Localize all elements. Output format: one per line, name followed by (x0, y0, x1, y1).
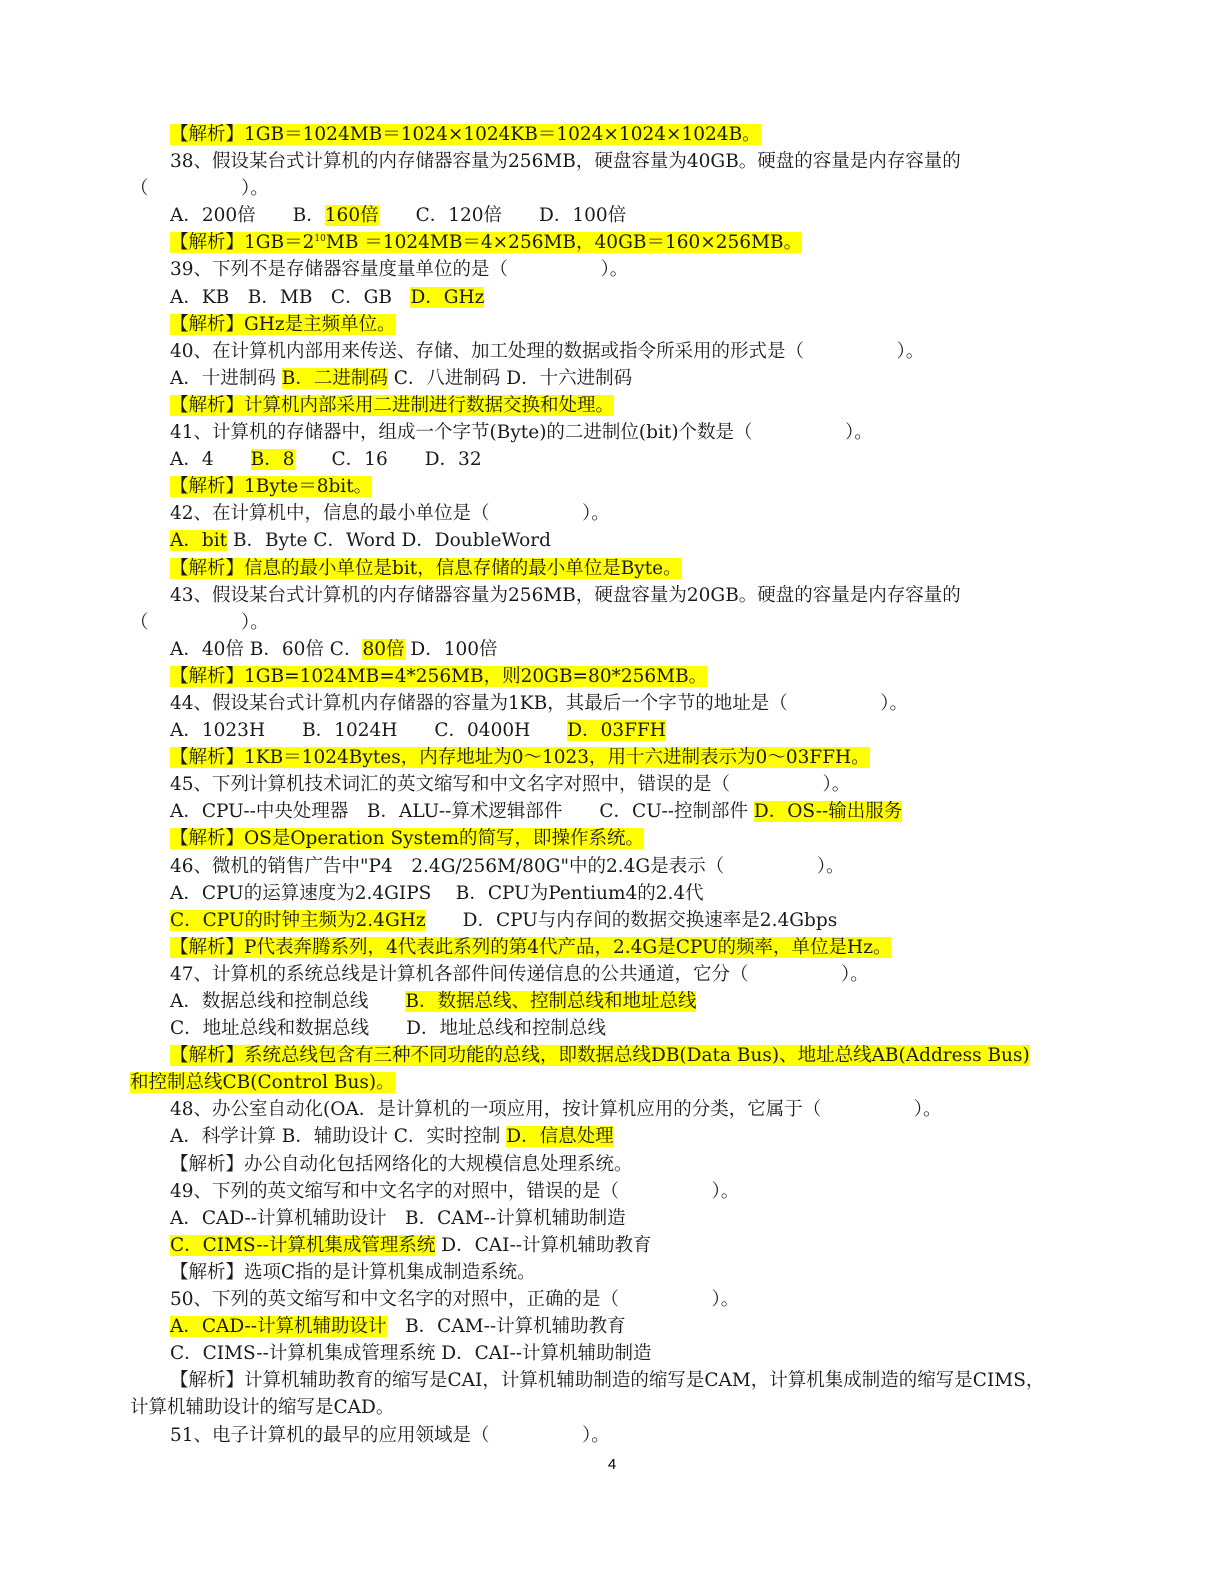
text-line (130, 148, 1090, 175)
highlighted-text: A．bit (170, 530, 228, 552)
text-line (130, 798, 1090, 825)
text-segment: 计算机辅助设计的缩写是CAD。 (130, 1397, 395, 1419)
text-line (130, 1232, 1090, 1259)
highlighted-text: D．03FFH (567, 720, 666, 742)
text-line (130, 663, 1090, 690)
highlighted-text: 【解析】GHz是主频单位。 (170, 313, 396, 335)
text-segment: A．4 (170, 449, 251, 471)
highlighted-text: D．GHz (410, 286, 485, 308)
text-segment: 46、微机的销售广告中"P4 2.4G/256M/80G"中的2.4G是表示（ ）。 (170, 855, 845, 877)
text-line (130, 961, 1090, 988)
text-segment: A．数据总线和控制总线 (170, 991, 406, 1012)
text-segment: A．KB B．MB C．GB (170, 286, 411, 308)
text-line (130, 121, 1090, 148)
highlighted-text: B．8 (250, 449, 295, 471)
text-line (130, 717, 1090, 744)
text-segment: 47、计算机的系统总线是计算机各部件间传递信息的公共通道，它分（ ）。 (170, 963, 869, 985)
text-line (130, 473, 1090, 500)
text-segment: B．Byte C．Word D．DoubleWord (227, 530, 551, 552)
text-segment: A．40倍 B．60倍 C． (170, 638, 363, 660)
text-segment: 49、下列的英文缩写和中文名字的对照中，错误的是（ ）。 (170, 1180, 740, 1202)
highlighted-text: MB ＝1024MB＝4×256MB，40GB＝160×256MB。 (325, 232, 803, 254)
text-segment: 41、计算机的存储器中，组成一个字节(Byte)的二进制位(bit)个数是（ ）。 (170, 422, 873, 444)
text-segment: 45、下列计算机技术词汇的英文缩写和中文名字对照中，错误的是（ ）。 (170, 774, 851, 796)
text-line (130, 1042, 1090, 1069)
highlighted-text: 80倍 (362, 638, 405, 660)
text-segment: D．100倍 (404, 638, 498, 660)
text-segment: 【解析】选项C指的是计算机集成制造系统。 (170, 1261, 536, 1283)
text-segment: C．120倍 D．100倍 (378, 205, 627, 227)
text-line (130, 1394, 1090, 1421)
text-segment: A．CPU--中央处理器 B．ALU--算术逻辑部件 C．CU--控制部件 (170, 801, 754, 823)
text-line (130, 825, 1090, 852)
text-line (130, 1286, 1090, 1313)
text-segment: B．CAM--计算机辅助教育 (386, 1316, 626, 1338)
highlighted-text: D．信息处理 (506, 1126, 614, 1148)
text-line (130, 988, 1090, 1015)
text-line (130, 1015, 1090, 1042)
text-line (130, 1259, 1090, 1286)
highlighted-text: 【解析】信息的最小单位是bit，信息存储的最小单位是Byte。 (170, 557, 682, 579)
text-segment: C．CIMS--计算机集成管理系统 D．CAI--计算机辅助制造 (170, 1343, 652, 1365)
text-segment: A．CAD--计算机辅助设计 B．CAM--计算机辅助制造 (170, 1207, 626, 1229)
text-segment: 39、下列不是存储器容量度量单位的是（ ）。 (170, 259, 629, 281)
text-segment: 42、在计算机中，信息的最小单位是（ ）。 (170, 503, 610, 525)
highlighted-text: A．CAD--计算机辅助设计 (170, 1316, 387, 1338)
text-line (130, 853, 1090, 880)
text-line (130, 934, 1090, 961)
highlighted-text: 【解析】系统总线包含有三种不同功能的总线，即数据总线DB(Data Bus)、地址总线AB(Address Bus) (170, 1045, 1030, 1067)
text-line (130, 392, 1090, 419)
text-segment: A．200倍 B． (170, 205, 325, 227)
text-line (130, 1313, 1090, 1340)
highlighted-text: 和控制总线CB(Control Bus)。 (130, 1072, 395, 1094)
text-segment: 50、下列的英文缩写和中文名字的对照中，正确的是（ ）。 (170, 1289, 740, 1311)
text-line (130, 582, 1090, 609)
text-segment: A．科学计算 B．辅助设计 C．实时控制 (170, 1126, 507, 1148)
text-line (130, 907, 1090, 934)
text-line (130, 636, 1090, 663)
text-line (130, 202, 1090, 229)
text-segment: 【解析】计算机辅助教育的缩写是CAI，计算机辅助制造的缩写是CAM，计算机集成制造的缩写是CIMS， (170, 1370, 1045, 1392)
text-segment: C．16 D．32 (294, 449, 482, 471)
text-line (130, 527, 1090, 554)
highlighted-text: 【解析】1GB=1024MB=4*256MB，则20GB=80*256MB。 (170, 665, 708, 687)
text-line (130, 690, 1090, 717)
highlighted-text: 【解析】P代表奔腾系列，4代表此系列的第4代产品，2.4G是CPU的频率，单位是Hz。 (170, 936, 892, 958)
text-segment: 38、假设某台式计算机的内存储器容量为256MB，硬盘容量为40GB。硬盘的容量是内存容量的 (170, 151, 961, 173)
text-segment: 44、假设某台式计算机内存储器的容量为1KB，其最后一个字节的地址是（ ）。 (170, 692, 908, 714)
text-line (130, 771, 1090, 798)
highlighted-text: 10 (314, 234, 326, 245)
text-segment: D．CPU与内存间的数据交换速率是2.4Gbps (425, 909, 838, 931)
text-segment: C．八进制码 D．十六进制码 (387, 367, 633, 389)
text-segment: 48、办公室自动化(OA．是计算机的一项应用，按计算机应用的分类，它属于（ ）。 (170, 1099, 942, 1121)
text-line (130, 1151, 1090, 1178)
text-line (130, 446, 1090, 473)
text-line (130, 880, 1090, 907)
text-segment: 【解析】办公自动化包括网络化的大规模信息处理系统。 (170, 1153, 633, 1175)
highlighted-text: D．OS--输出服务 (753, 801, 903, 823)
text-line (130, 1422, 1090, 1449)
text-segment: 40、在计算机内部用来传送、存储、加工处理的数据或指令所采用的形式是（ ）。 (170, 340, 925, 362)
highlighted-text: 【解析】1KB＝1024Bytes，内存地址为0～1023，用十六进制表示为0～03FFH。 (170, 747, 870, 769)
highlighted-text: 【解析】1GB＝2 (170, 232, 315, 254)
text-segment: A．CPU的运算速度为2.4GIPS B．CPU为Pentium4的2.4代 (170, 882, 704, 904)
text-line (130, 175, 1090, 202)
page-number: 4 (607, 1456, 617, 1473)
text-line (130, 1123, 1090, 1150)
highlighted-text: B．二进制码 (281, 367, 388, 389)
text-line (130, 1178, 1090, 1205)
highlighted-text: 160倍 (324, 205, 379, 227)
text-line (130, 419, 1090, 446)
text-line (130, 1096, 1090, 1123)
text-segment: A．1023H B．1024H C．0400H (170, 720, 568, 742)
text-line (130, 256, 1090, 283)
text-line (130, 1340, 1090, 1367)
highlighted-text: 【解析】1GB＝1024MB＝1024×1024KB＝1024×1024×1024B。 (170, 124, 761, 145)
text-line (130, 229, 1090, 256)
text-line (130, 609, 1090, 636)
text-segment: D．CAI--计算机辅助教育 (435, 1234, 652, 1256)
document-body (130, 121, 1090, 1449)
highlighted-text: C．CIMS--计算机集成管理系统 (170, 1234, 436, 1256)
highlighted-text: 【解析】OS是Operation System的简写，即操作系统。 (170, 828, 645, 850)
highlighted-text: 【解析】1Byte＝8bit。 (170, 476, 373, 498)
text-line (130, 500, 1090, 527)
text-line (130, 744, 1090, 771)
text-line (130, 1367, 1090, 1394)
text-segment: （ ）。 (130, 611, 269, 633)
text-segment: C．地址总线和数据总线 D．地址总线和控制总线 (170, 1018, 606, 1040)
text-segment: 51、电子计算机的最早的应用领域是（ ）。 (170, 1424, 610, 1446)
highlighted-text: B．数据总线、控制总线和地址总线 (405, 991, 697, 1012)
text-line (130, 365, 1090, 392)
text-line (130, 284, 1090, 311)
text-segment: A．十进制码 (170, 367, 282, 389)
highlighted-text: 【解析】计算机内部采用二进制进行数据交换和处理。 (170, 394, 615, 416)
text-line (130, 1205, 1090, 1232)
text-line (130, 1069, 1090, 1096)
text-line (130, 338, 1090, 365)
text-segment: 43、假设某台式计算机的内存储器容量为256MB，硬盘容量为20GB。硬盘的容量是内存容量的 (170, 584, 961, 606)
text-line (130, 311, 1090, 338)
highlighted-text: C．CPU的时钟主频为2.4GHz (170, 909, 426, 931)
text-line (130, 555, 1090, 582)
text-segment: （ ）。 (130, 178, 269, 200)
